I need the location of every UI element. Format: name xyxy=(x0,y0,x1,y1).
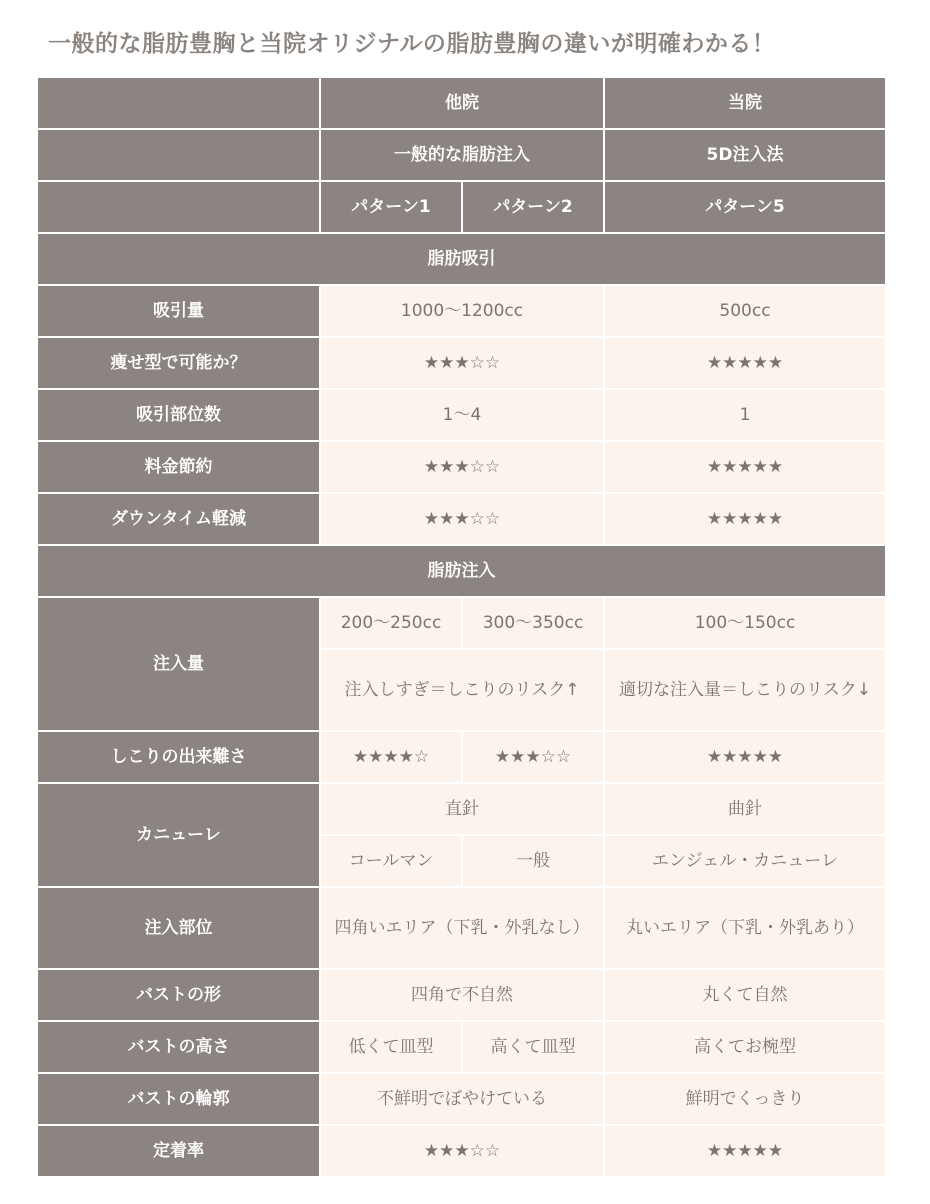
other-note: 注入しすぎ＝しこりのリスク↑ xyxy=(320,649,604,731)
pattern2-value: 一般 xyxy=(462,835,604,887)
table-row xyxy=(37,1125,886,1177)
row-label: 吸引量 xyxy=(37,285,320,337)
our-rating: ★★★★★ xyxy=(604,337,886,389)
page-title: 一般的な脂肪豊胸と当院オリジナルの脂肪豊胸の違いが明確わかる！ xyxy=(48,31,776,57)
table-row xyxy=(37,731,886,783)
pattern1-value: 200〜250cc xyxy=(320,597,462,649)
other-value: 1000〜1200cc xyxy=(320,285,604,337)
table-row xyxy=(37,337,886,389)
other-rating: ★★★☆☆ xyxy=(320,493,604,545)
pattern1-value: コールマン xyxy=(320,835,462,887)
header-our-method: 5D注入法 xyxy=(604,129,886,181)
row-label: 料金節約 xyxy=(37,441,320,493)
table-row xyxy=(37,1021,886,1073)
header-pattern2: パターン2 xyxy=(462,181,604,233)
row-label: 定着率 xyxy=(37,1125,320,1177)
row-label: しこりの出来難さ xyxy=(37,731,320,783)
table-row xyxy=(37,1073,886,1125)
row-label: 注入量 xyxy=(37,597,320,731)
table-row xyxy=(37,783,886,835)
header-corner xyxy=(37,181,320,233)
our-rating: ★★★★★ xyxy=(604,1125,886,1177)
header-our-clinic: 当院 xyxy=(604,77,886,129)
row-label: ダウンタイム軽減 xyxy=(37,493,320,545)
table-row xyxy=(37,597,886,649)
row-label: 痩せ型で可能か？ xyxy=(37,337,320,389)
table-row xyxy=(37,441,886,493)
header-corner xyxy=(37,129,320,181)
our-value: 500cc xyxy=(604,285,886,337)
row-label: 注入部位 xyxy=(37,887,320,969)
other-value: 1〜4 xyxy=(320,389,604,441)
our-value: 高くてお椀型 xyxy=(604,1021,886,1073)
our-rating: ★★★★★ xyxy=(604,493,886,545)
row-label: 吸引部位数 xyxy=(37,389,320,441)
section-title: 脂肪注入 xyxy=(37,545,886,597)
our-value: 丸くて自然 xyxy=(604,969,886,1021)
comparison-table xyxy=(36,76,887,1178)
header-row-pattern xyxy=(37,181,886,233)
header-corner xyxy=(37,77,320,129)
our-value: 1 xyxy=(604,389,886,441)
other-value: 四角いエリア（下乳・外乳なし） xyxy=(320,887,604,969)
section-injection xyxy=(37,545,886,597)
other-rating: ★★★☆☆ xyxy=(320,1125,604,1177)
table-row xyxy=(37,887,886,969)
pattern1-value: 低くて皿型 xyxy=(320,1021,462,1073)
our-value: 曲針 xyxy=(604,783,886,835)
header-pattern5: パターン5 xyxy=(604,181,886,233)
pattern2-rating: ★★★☆☆ xyxy=(462,731,604,783)
our-value: 100〜150cc xyxy=(604,597,886,649)
header-general-method: 一般的な脂肪注入 xyxy=(320,129,604,181)
table-row xyxy=(37,285,886,337)
table-row xyxy=(37,493,886,545)
our-value: 鮮明でくっきり xyxy=(604,1073,886,1125)
header-pattern1: パターン1 xyxy=(320,181,462,233)
other-value: 直針 xyxy=(320,783,604,835)
header-other-clinic: 他院 xyxy=(320,77,604,129)
section-title: 脂肪吸引 xyxy=(37,233,886,285)
table-row xyxy=(37,969,886,1021)
other-value: 四角で不自然 xyxy=(320,969,604,1021)
row-label: バストの高さ xyxy=(37,1021,320,1073)
table-row xyxy=(37,389,886,441)
our-rating: ★★★★★ xyxy=(604,731,886,783)
pattern1-rating: ★★★★☆ xyxy=(320,731,462,783)
our-value: エンジェル・カニューレ xyxy=(604,835,886,887)
our-value: 丸いエリア（下乳・外乳あり） xyxy=(604,887,886,969)
our-rating: ★★★★★ xyxy=(604,441,886,493)
other-rating: ★★★☆☆ xyxy=(320,337,604,389)
header-row-method xyxy=(37,129,886,181)
pattern2-value: 300〜350cc xyxy=(462,597,604,649)
section-liposuction xyxy=(37,233,886,285)
row-label: カニューレ xyxy=(37,783,320,887)
row-label: バストの輪郭 xyxy=(37,1073,320,1125)
pattern2-value: 高くて皿型 xyxy=(462,1021,604,1073)
row-label: バストの形 xyxy=(37,969,320,1021)
other-rating: ★★★☆☆ xyxy=(320,441,604,493)
header-row-clinic xyxy=(37,77,886,129)
other-value: 不鮮明でぼやけている xyxy=(320,1073,604,1125)
our-note: 適切な注入量＝しこりのリスク↓ xyxy=(604,649,886,731)
